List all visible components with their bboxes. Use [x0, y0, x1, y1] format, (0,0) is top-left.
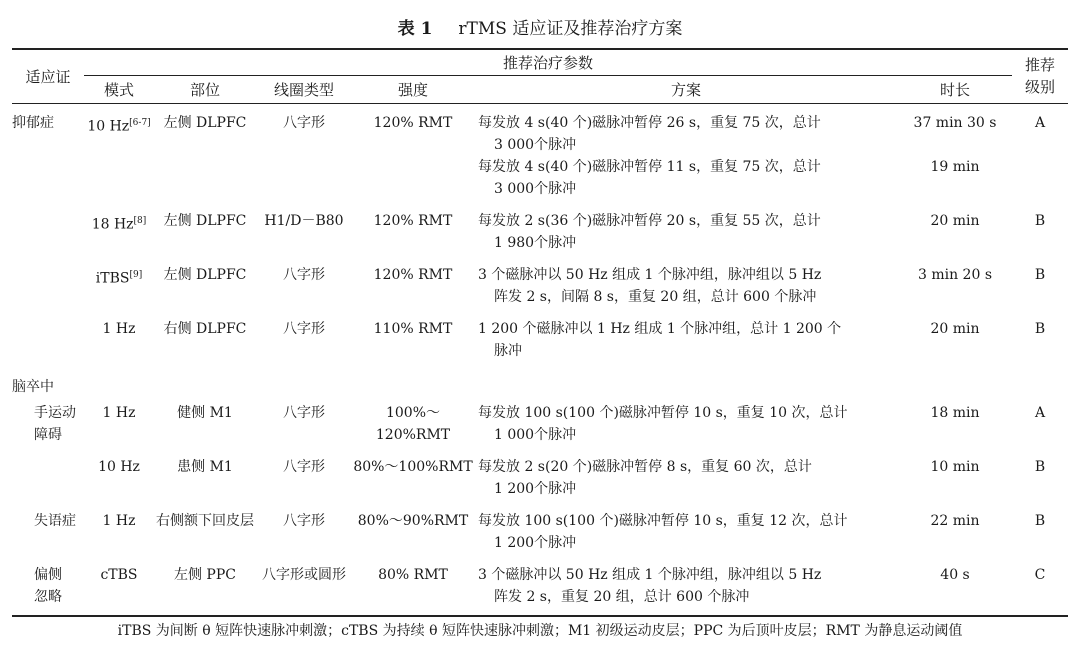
cell-coil: 八字形 [283, 458, 325, 475]
table-row [12, 318, 1068, 376]
cell-grade: B [1034, 266, 1046, 283]
table-row [12, 156, 1068, 210]
cell-site: 患侧 M1 [177, 458, 233, 475]
table-footnote: iTBS 为间断 θ 短阵快速脉冲刺激；cTBS 为持续 θ 短阵快速脉冲刺激；M1 初级运动皮层；PPC 为后顶叶皮层；RMT 为静息运动阈值 [117, 623, 963, 639]
cell-duration: 18 min [930, 404, 980, 421]
cell-plan: 每发放 100 s(100 个)磁脉冲暂停 10 s，重复 12 次，总计 1 200个脉冲 [478, 512, 848, 551]
cell-site: 右侧 DLPFC [163, 320, 247, 337]
cell-plan: 3 个磁脉冲以 50 Hz 组成 1 个脉冲组，脉冲组以 5 Hz 阵发 2 s，间隔 8 s，重复 20 组，总计 600 个脉冲 [478, 266, 822, 305]
table-row [12, 402, 1068, 456]
cell-plan: 每发放 100 s(100 个)磁脉冲暂停 10 s，重复 10 次，总计 1 000个脉冲 [478, 404, 848, 443]
table-row [12, 210, 1068, 264]
cell-plan: 3 个磁脉冲以 50 Hz 组成 1 个脉冲组，脉冲组以 5 Hz 阵发 2 s，重复 20 组，总计 600 个脉冲 [474, 564, 898, 616]
cell-indication: 脑卒中 [12, 378, 54, 395]
cell-grade: B [1034, 320, 1046, 337]
cell-mode: cTBS [84, 564, 154, 616]
cell-mode: 18 Hz[8] [91, 215, 147, 233]
header-params-group: 推荐治疗参数 [84, 49, 1012, 75]
cell-duration: 20 min [930, 212, 980, 229]
cell-plan: 每发放 2 s(20 个)磁脉冲暂停 8 s，重复 60 次，总计 1 200个脉冲 [478, 458, 812, 497]
cell-site: 左侧 DLPFC [163, 266, 247, 283]
header-mode: 模式 [84, 75, 154, 103]
cell-intensity: 120% RMT [373, 266, 453, 283]
cell-plan: 每发放 4 s(40 个)磁脉冲暂停 26 s，重复 75 次，总计 3 000个脉冲 [478, 114, 821, 153]
cell-intensity: 80%～90%RMT [357, 512, 469, 529]
cell-duration: 20 min [930, 320, 980, 337]
table-row [12, 510, 1068, 564]
cell-coil: 八字形 [283, 512, 325, 529]
table-caption: rTMS 适应证及推荐治疗方案 [458, 19, 683, 39]
cell-coil: 八字形 [283, 404, 325, 421]
cell-grade: A [1034, 404, 1046, 421]
header-coil: 线圈类型 [256, 75, 352, 103]
cell-indication: 失语症 [34, 512, 76, 529]
cell-intensity: 110% RMT [373, 320, 453, 337]
cell-indication: 偏侧 忽略 [12, 564, 84, 616]
cell-mode: iTBS[9] [95, 269, 143, 287]
table-row [12, 376, 1068, 402]
cell-duration: 22 min [930, 512, 980, 529]
cell-mode: 10 Hz [98, 458, 140, 475]
cell-duration: 37 min 30 s [913, 114, 997, 131]
cell-mode: 1 Hz [102, 512, 136, 529]
table-title [0, 14, 1080, 39]
cell-grade: B [1034, 512, 1046, 529]
cell-site: 左侧 PPC [154, 564, 256, 616]
table-row [12, 103, 1068, 156]
cell-site: 右侧额下回皮层 [156, 512, 254, 529]
header-site: 部位 [154, 75, 256, 103]
header-duration: 时长 [898, 75, 1012, 103]
cell-coil: 八字形或圆形 [256, 564, 352, 616]
cell-intensity: 80% RMT [352, 564, 474, 616]
cell-grade: C [1012, 564, 1068, 616]
cell-site: 左侧 DLPFC [163, 114, 247, 131]
header-plan: 方案 [474, 75, 898, 103]
cell-intensity: 120% RMT [373, 212, 453, 229]
header-grade: 推荐 级别 [1012, 49, 1068, 103]
cell-plan: 每发放 4 s(40 个)磁脉冲暂停 11 s，重复 75 次，总计 3 000个脉冲 [478, 158, 821, 197]
cell-mode: 1 Hz [102, 404, 136, 421]
header-intensity: 强度 [352, 75, 474, 103]
rtms-table [12, 48, 1068, 617]
cell-coil: 八字形 [283, 114, 325, 131]
cell-mode: 10 Hz[6-7] [87, 117, 151, 135]
cell-grade: A [1034, 114, 1046, 131]
cell-intensity: 120% RMT [373, 114, 453, 131]
cell-indication: 手运动 障碍 [34, 404, 76, 443]
cell-mode: 1 Hz [102, 320, 136, 337]
cell-duration: 40 s [898, 564, 1012, 616]
cell-indication: 抑郁症 [12, 114, 54, 131]
cell-grade: B [1034, 458, 1046, 475]
table-label: 表 1 [397, 19, 433, 39]
cell-coil: H1/D－B80 [264, 212, 344, 229]
cell-duration: 10 min [930, 458, 980, 475]
table-row [12, 564, 1068, 616]
header-indication: 适应证 [12, 49, 84, 103]
cell-coil: 八字形 [283, 266, 325, 283]
cell-site: 健侧 M1 [177, 404, 233, 421]
cell-duration: 3 min 20 s [917, 266, 993, 283]
cell-site: 左侧 DLPFC [163, 212, 247, 229]
table-row [12, 264, 1068, 318]
cell-intensity: 80%～100%RMT [353, 458, 473, 475]
cell-plan: 每发放 2 s(36 个)磁脉冲暂停 20 s，重复 55 次，总计 1 980个脉冲 [478, 212, 821, 251]
cell-coil: 八字形 [283, 320, 325, 337]
table-row [12, 456, 1068, 510]
cell-plan: 1 200 个磁脉冲以 1 Hz 组成 1 个脉冲组，总计 1 200 个 脉冲 [478, 320, 842, 359]
cell-grade: B [1034, 212, 1046, 229]
cell-duration: 19 min [930, 158, 980, 175]
cell-intensity: 100%～120%RMT [375, 404, 451, 443]
